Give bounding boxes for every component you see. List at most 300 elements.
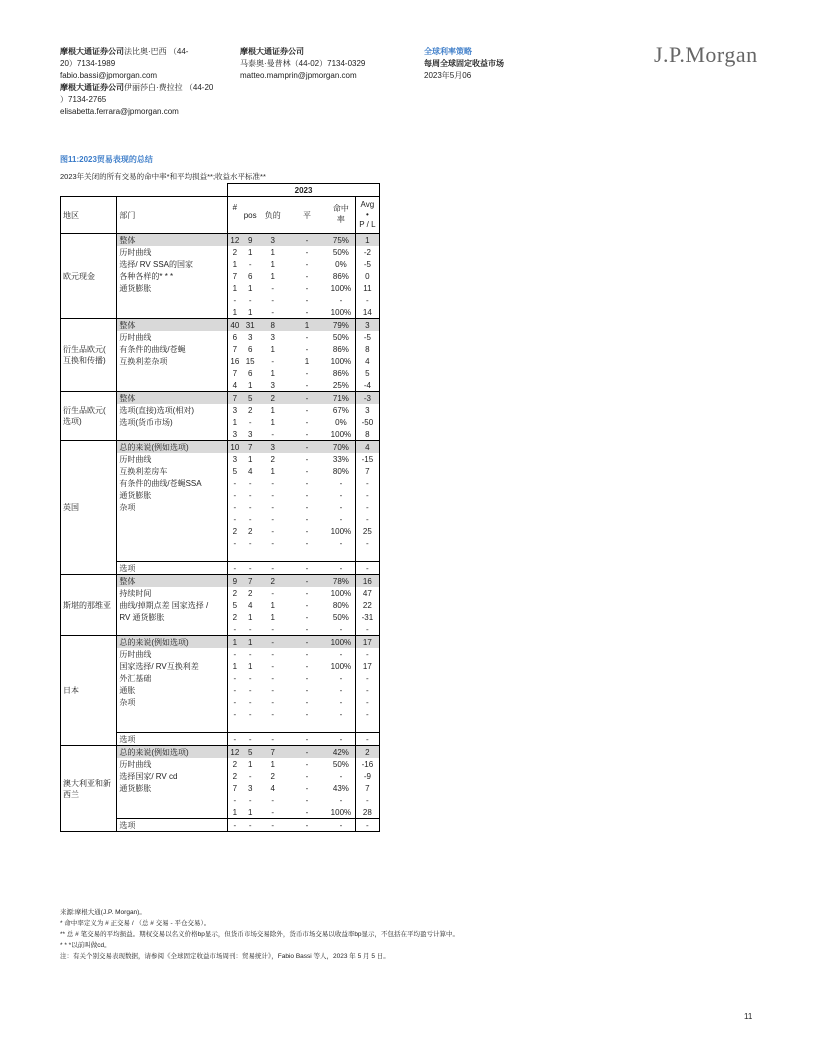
col-header-pos: pos — [243, 210, 257, 220]
value-cell: 5 — [232, 600, 238, 610]
value-cell: 1 — [355, 234, 379, 247]
dept-cell: 选择国家/ RV cd — [117, 770, 228, 782]
value-cell: - — [271, 661, 275, 671]
value-cell: - — [355, 513, 379, 525]
value-cell: - — [339, 490, 343, 500]
value-cell: - — [305, 709, 309, 719]
value-cell: 4 — [247, 600, 253, 610]
value-cell: - — [248, 697, 252, 707]
value-cell: 5 — [232, 466, 238, 476]
dept-cell: 总的来说(例如选项) — [117, 636, 228, 649]
value-cell: - — [271, 478, 275, 488]
value-cell: - — [305, 247, 309, 257]
value-cell: -4 — [355, 379, 379, 392]
value-cell: -5 — [355, 258, 379, 270]
value-cell: - — [305, 490, 309, 500]
value-cell: - — [271, 514, 275, 524]
value-cell: - — [305, 795, 309, 805]
value-cell: - — [248, 478, 252, 488]
value-cell: 0% — [335, 259, 347, 269]
footnotes — [60, 907, 459, 962]
value-cell — [355, 549, 379, 562]
value-cell: 12 — [228, 746, 242, 759]
region-cell: 衍生品欧元( 选项) — [61, 392, 117, 441]
value-cell: 5 — [242, 392, 259, 405]
value-cell: 16 — [355, 575, 379, 588]
value-cell: - — [287, 562, 327, 575]
value-cell: - — [248, 685, 252, 695]
value-cell: 7 — [232, 344, 238, 354]
value-cell: - — [305, 526, 309, 536]
dept-cell: 历时曲线 — [117, 331, 228, 343]
value-cell: 40 — [228, 319, 242, 332]
value-cell: 25% — [332, 380, 349, 390]
value-cell: - — [248, 502, 252, 512]
value-cell: - — [287, 392, 327, 405]
dept-cell — [117, 537, 228, 549]
value-cell: - — [271, 283, 275, 293]
region-cell: 英国 — [61, 441, 117, 575]
value-cell: 17 — [355, 660, 379, 672]
value-cell: 0 — [355, 270, 379, 282]
value-cell: - — [248, 538, 252, 548]
value-cell: 1 — [247, 307, 253, 317]
value-cell — [287, 549, 327, 562]
value-cell: 9 — [242, 234, 259, 247]
value-cell: - — [271, 807, 275, 817]
value-cell: - — [287, 819, 327, 832]
value-cell: - — [339, 795, 343, 805]
value-cell: - — [305, 685, 309, 695]
value-cell: - — [305, 466, 309, 476]
value-cell: 1 — [242, 636, 259, 649]
value-cell: - — [339, 771, 343, 781]
avg-label: Avg — [360, 200, 375, 209]
report-title: 每周全球固定收益市场 — [424, 59, 504, 68]
value-cell: 3 — [232, 454, 238, 464]
value-cell: - — [287, 441, 327, 454]
dept-cell — [117, 306, 228, 319]
dept-cell: 各种各样的* * * — [117, 270, 228, 282]
dept-cell — [117, 379, 228, 392]
value-cell: -50 — [355, 416, 379, 428]
value-cell: - — [355, 819, 379, 832]
value-cell: 2 — [232, 759, 238, 769]
pl-label: P / L — [359, 220, 376, 229]
table-row — [61, 746, 380, 759]
dept-cell: 整体 — [117, 575, 228, 588]
figure-subtitle: 2023年关闭的所有交易的命中率*和平均损益**;收益水平标准** — [60, 172, 266, 181]
value-cell: - — [305, 478, 309, 488]
value-cell: - — [242, 733, 259, 746]
dept-cell: 总的来说(例如选项) — [117, 746, 228, 759]
value-cell: - — [228, 562, 242, 575]
table-row — [61, 636, 380, 649]
value-cell: - — [355, 733, 379, 746]
value-cell: - — [248, 771, 252, 781]
dept-cell: 国家选择/ RV互换利差 — [117, 660, 228, 672]
value-cell: - — [305, 380, 309, 390]
value-cell: 3 — [270, 332, 275, 342]
value-cell: - — [287, 575, 327, 588]
value-cell — [355, 720, 379, 733]
value-cell: 2 — [247, 526, 253, 536]
value-cell: 79% — [327, 319, 355, 332]
value-cell: - — [305, 612, 309, 622]
value-cell: 3 — [355, 319, 379, 332]
author-phone: 20）7134-1989 — [60, 59, 116, 68]
value-cell: - — [271, 356, 275, 366]
dept-cell: 互换利差房车 — [117, 465, 228, 477]
value-cell: 4 — [355, 441, 379, 454]
value-cell — [242, 549, 259, 562]
value-cell: - — [305, 771, 309, 781]
value-cell: 3 — [259, 441, 287, 454]
table-row — [61, 575, 380, 588]
dept-cell: 选项(货币市场) — [117, 416, 228, 428]
value-cell: -16 — [355, 758, 379, 770]
value-cell: - — [271, 588, 275, 598]
value-cell: 100% — [330, 307, 352, 317]
report-series: 全球利率策略 — [424, 47, 472, 56]
dept-cell: 通胀 — [117, 684, 228, 696]
value-cell: 1 — [247, 380, 253, 390]
dept-cell — [117, 367, 228, 379]
avg-dot: • — [365, 210, 369, 219]
value-cell: 86% — [332, 344, 349, 354]
value-cell: 2 — [247, 405, 253, 415]
value-cell: 1 — [247, 661, 253, 671]
value-cell: 1 — [247, 283, 253, 293]
value-cell: - — [233, 795, 237, 805]
value-cell: 1 — [247, 807, 253, 817]
value-cell: 31 — [242, 319, 259, 332]
value-cell: - — [305, 429, 309, 439]
value-cell: - — [305, 624, 309, 634]
value-cell: - — [233, 673, 237, 683]
value-cell: - — [233, 685, 237, 695]
value-cell: 6 — [247, 368, 253, 378]
value-cell: - — [233, 538, 237, 548]
dept-cell: 整体 — [117, 234, 228, 247]
value-cell: - — [355, 294, 379, 306]
value-cell: - — [271, 624, 275, 634]
value-cell: 1 — [270, 259, 275, 269]
value-cell: 1 — [270, 466, 275, 476]
value-cell: 70% — [327, 441, 355, 454]
value-cell: - — [287, 746, 327, 759]
value-cell: 86% — [332, 368, 349, 378]
value-cell: 7 — [232, 368, 238, 378]
value-cell — [242, 720, 259, 733]
value-cell: 7 — [242, 441, 259, 454]
value-cell: 2 — [247, 588, 253, 598]
dept-cell: RV 通货膨胀 — [117, 611, 228, 623]
value-cell: -2 — [355, 246, 379, 258]
value-cell: - — [271, 649, 275, 659]
value-cell — [287, 720, 327, 733]
value-cell: - — [305, 673, 309, 683]
dept-cell: 持续时间 — [117, 587, 228, 599]
author-email: matteo.mamprin@jpmorgan.com — [240, 71, 357, 80]
value-cell: - — [233, 502, 237, 512]
value-cell: 3 — [247, 429, 253, 439]
value-cell: - — [305, 759, 309, 769]
dept-cell — [117, 794, 228, 806]
value-cell: 1 — [228, 636, 242, 649]
value-cell: -3 — [355, 392, 379, 405]
value-cell: 50% — [332, 332, 349, 342]
value-cell: 3 — [355, 404, 379, 416]
value-cell: 3 — [247, 332, 253, 342]
dept-cell: 通货膨胀 — [117, 782, 228, 794]
value-cell: 1 — [232, 807, 238, 817]
dept-cell: 外汇基础 — [117, 672, 228, 684]
table-row — [61, 392, 380, 405]
value-cell: 80% — [332, 466, 349, 476]
dept-cell — [117, 428, 228, 441]
value-cell: 6 — [232, 332, 238, 342]
value-cell: - — [355, 623, 379, 636]
value-cell: 42% — [327, 746, 355, 759]
value-cell: - — [271, 673, 275, 683]
value-cell — [327, 720, 355, 733]
region-cell: 日本 — [61, 636, 117, 746]
value-cell: 9 — [228, 575, 242, 588]
value-cell: - — [355, 696, 379, 708]
value-cell: 4 — [247, 466, 253, 476]
value-cell: - — [305, 783, 309, 793]
col-header-dept: 部门 — [117, 197, 228, 234]
value-cell: 1 — [270, 759, 275, 769]
value-cell: 2 — [259, 575, 287, 588]
value-cell: 25 — [355, 525, 379, 537]
report-info — [424, 46, 574, 82]
value-cell: 16 — [230, 356, 240, 366]
author-email: fabio.bassi@jpmorgan.com — [60, 71, 158, 80]
value-cell: 71% — [327, 392, 355, 405]
value-cell: 50% — [332, 612, 349, 622]
value-cell: - — [339, 538, 343, 548]
value-cell: - — [339, 673, 343, 683]
value-cell: 2 — [232, 588, 238, 598]
value-cell: 1 — [270, 600, 275, 610]
value-cell: - — [248, 490, 252, 500]
author-name: 伊丽莎白·费拉拉 （44-20 — [124, 83, 214, 92]
value-cell: - — [305, 271, 309, 281]
value-cell: 100% — [330, 526, 352, 536]
value-cell: 8 — [259, 319, 287, 332]
footnote: ** 总 # 笔交易的平均损益。期权交易以名义价格bp显示，但货币市场交易除外，货币市场交易以收益率bp显示，不包括在平均盈亏计算中。 — [60, 931, 460, 938]
value-cell: 3 — [270, 380, 275, 390]
value-cell: - — [233, 697, 237, 707]
value-cell: 6 — [247, 271, 253, 281]
value-cell: 2 — [270, 454, 275, 464]
value-cell: - — [339, 685, 343, 695]
value-cell: -15 — [355, 453, 379, 465]
value-cell: - — [271, 685, 275, 695]
value-cell: 100% — [330, 356, 352, 366]
value-cell: - — [355, 648, 379, 660]
dept-cell: 总的来说(例如选项) — [117, 441, 228, 454]
value-cell: - — [233, 624, 237, 634]
table-row — [61, 441, 380, 454]
value-cell: - — [233, 490, 237, 500]
value-cell: 2 — [232, 526, 238, 536]
value-cell: 2 — [259, 392, 287, 405]
author-firm: 摩根大通证券公司 — [60, 47, 124, 56]
col-header-region: 地区 — [61, 197, 117, 234]
value-cell: - — [355, 489, 379, 501]
value-cell: 1 — [232, 307, 238, 317]
dept-cell — [117, 623, 228, 636]
value-cell: - — [248, 649, 252, 659]
value-cell: 2 — [355, 746, 379, 759]
dept-cell: 杂项 — [117, 696, 228, 708]
value-cell: - — [305, 332, 309, 342]
value-cell: 4 — [232, 380, 238, 390]
value-cell: - — [305, 405, 309, 415]
value-cell: - — [327, 562, 355, 575]
value-cell: 1 — [304, 356, 310, 366]
value-cell: - — [305, 307, 309, 317]
value-cell: - — [355, 794, 379, 806]
value-cell: 1 — [247, 759, 253, 769]
value-cell: - — [305, 502, 309, 512]
value-cell: 2 — [232, 771, 238, 781]
value-cell: - — [248, 295, 252, 305]
value-cell: 43% — [332, 783, 349, 793]
value-cell — [327, 549, 355, 562]
jpmorgan-logo: J.P.Morgan — [654, 42, 758, 67]
value-cell: 2 — [232, 247, 238, 257]
value-cell: 100% — [330, 429, 352, 439]
value-cell — [228, 720, 242, 733]
author-phone: ）7134-2765 — [60, 95, 107, 104]
value-cell: - — [305, 600, 309, 610]
dept-cell — [117, 549, 228, 562]
value-cell: 22 — [355, 599, 379, 611]
value-cell: - — [271, 709, 275, 719]
value-cell: - — [339, 502, 343, 512]
value-cell: 7 — [242, 575, 259, 588]
value-cell: - — [271, 429, 275, 439]
value-cell: - — [233, 709, 237, 719]
dept-cell: 历时曲线 — [117, 758, 228, 770]
value-cell: 1 — [287, 319, 327, 332]
value-cell — [228, 549, 242, 562]
value-cell: 7 — [355, 465, 379, 477]
dept-cell: 杂项 — [117, 501, 228, 513]
dept-cell: 整体 — [117, 319, 228, 332]
value-cell: - — [327, 733, 355, 746]
dept-cell: 历时曲线 — [117, 648, 228, 660]
dept-cell — [117, 806, 228, 819]
value-cell: - — [259, 562, 287, 575]
value-cell: -31 — [355, 611, 379, 623]
value-cell: - — [287, 733, 327, 746]
dept-cell: 通货膨胀 — [117, 489, 228, 501]
footnote-note: 注：有关个别交易表现数据，请参阅《全球固定收益市场周刊：贸易统计》，Fabio Bassi 等人，2023 年 5 月 5 日。 — [60, 953, 390, 960]
dept-cell — [117, 720, 228, 733]
value-cell: - — [271, 490, 275, 500]
dept-cell — [117, 294, 228, 306]
value-cell: - — [271, 295, 275, 305]
col-header-hit: 命中率 — [332, 204, 349, 224]
year-header: 2023 — [228, 184, 380, 197]
value-cell: - — [248, 795, 252, 805]
value-cell: - — [287, 636, 327, 649]
value-cell: - — [248, 624, 252, 634]
footnote: * 命中率定义为 # 正交易 / （总 # 交易 - 平仓交易）。 — [60, 920, 211, 927]
col-header-neg: 负的 — [264, 210, 281, 220]
author-name: 法比奥·巴西 （44- — [124, 47, 189, 56]
region-cell: 澳大利亚和新 西兰 — [61, 746, 117, 832]
value-cell: 3 — [247, 783, 253, 793]
value-cell: 1 — [232, 259, 238, 269]
value-cell: - — [305, 514, 309, 524]
value-cell: - — [271, 697, 275, 707]
value-cell: 1 — [247, 454, 253, 464]
author-firm: 摩根大通证券公司 — [60, 83, 124, 92]
value-cell: - — [355, 562, 379, 575]
value-cell: 2 — [270, 771, 275, 781]
value-cell: 100% — [327, 636, 355, 649]
dept-cell: 整体 — [117, 392, 228, 405]
value-cell: - — [259, 819, 287, 832]
dept-cell: 有条件的曲线/苍蝇 — [117, 343, 228, 355]
value-cell: - — [248, 673, 252, 683]
value-cell: 7 — [355, 782, 379, 794]
value-cell: 0% — [335, 417, 347, 427]
value-cell: - — [339, 697, 343, 707]
value-cell: - — [271, 538, 275, 548]
value-cell: - — [339, 624, 343, 634]
region-cell: 欧元现金 — [61, 234, 117, 319]
value-cell: - — [233, 295, 237, 305]
value-cell: - — [259, 733, 287, 746]
value-cell: - — [233, 514, 237, 524]
value-cell: 86% — [332, 271, 349, 281]
value-cell: 3 — [259, 234, 287, 247]
region-cell: 斯堪的那维亚 — [61, 575, 117, 636]
value-cell: - — [305, 344, 309, 354]
value-cell: - — [228, 733, 242, 746]
value-cell: 100% — [330, 283, 352, 293]
value-cell: - — [305, 368, 309, 378]
value-cell: - — [271, 795, 275, 805]
dept-cell: 通货膨胀 — [117, 282, 228, 294]
value-cell: - — [327, 819, 355, 832]
value-cell: 3 — [232, 405, 238, 415]
value-cell: - — [248, 709, 252, 719]
dept-cell: 选项 — [117, 562, 228, 575]
value-cell: 1 — [247, 247, 253, 257]
value-cell: 1 — [270, 368, 275, 378]
author-email: elisabetta.ferrara@jpmorgan.com — [60, 107, 179, 116]
value-cell: - — [305, 588, 309, 598]
value-cell: 5 — [355, 367, 379, 379]
dept-cell: 互换利差杂项 — [117, 355, 228, 367]
footnote: * * *以前叫做cd。 — [60, 942, 111, 949]
value-cell: - — [248, 514, 252, 524]
value-cell: - — [305, 807, 309, 817]
figure-title: 图11:2023贸易表现的总结 — [60, 155, 153, 164]
value-cell: 17 — [355, 636, 379, 649]
value-cell: 100% — [330, 807, 352, 817]
value-cell: 8 — [355, 428, 379, 441]
value-cell: - — [259, 636, 287, 649]
